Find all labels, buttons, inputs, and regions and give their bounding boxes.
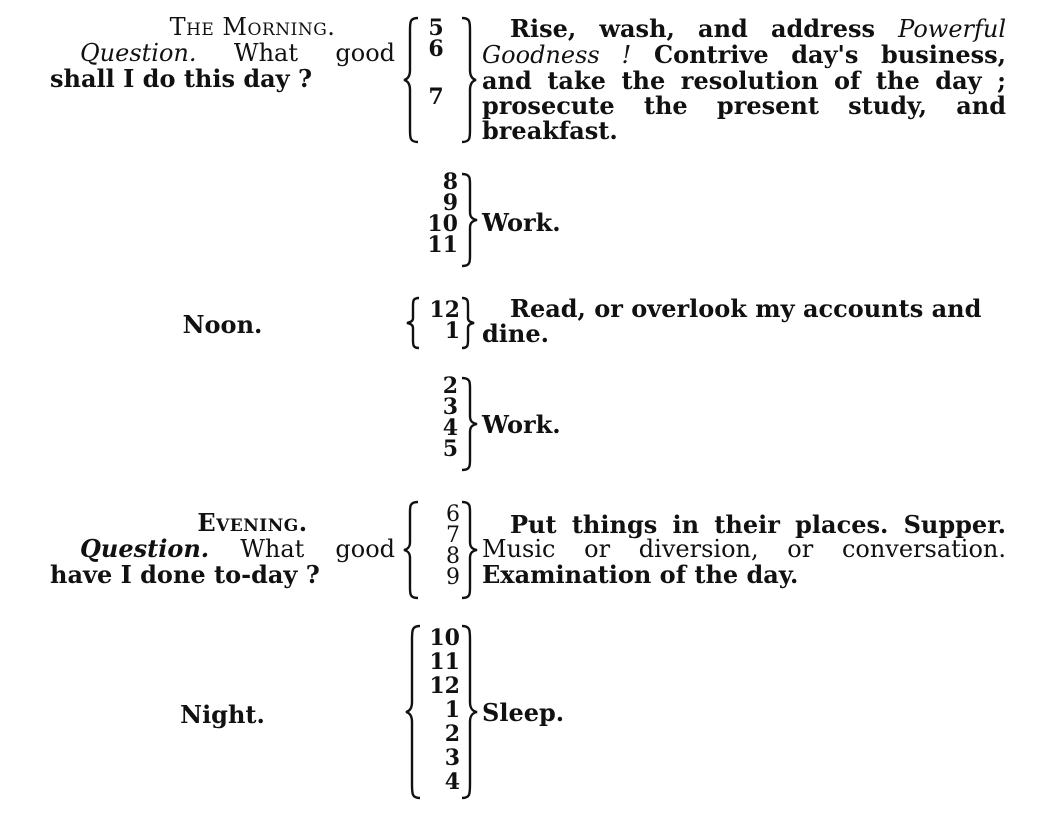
morning-line-1-italic: Powerful <box>898 15 1007 43</box>
hour-1: 1 <box>444 318 460 344</box>
night-right-brace <box>458 624 480 800</box>
hour-6: 6 <box>428 36 444 62</box>
noon-hours <box>420 297 460 344</box>
hour-11: 11 <box>427 232 458 258</box>
hour-7: 7 <box>428 84 444 110</box>
noon-right-brace <box>458 296 478 350</box>
morning-line-3: and take the resolution of the day ; <box>482 66 1006 95</box>
morning-activities <box>482 16 1006 143</box>
hour-3: 3 <box>442 394 458 420</box>
evening-left-brace <box>402 500 422 600</box>
hour-10-pm: 10 <box>429 625 460 651</box>
hour-12-am: 12 <box>429 673 460 699</box>
morning-question-line2: shall I do this day ? <box>50 64 313 93</box>
work-afternoon-brace <box>458 376 480 472</box>
hour-8: 8 <box>442 169 458 195</box>
evening-hours <box>420 504 460 588</box>
morning-line-4: prosecute the present study, and <box>482 91 1006 120</box>
evening-line-2: Music or diversion, or conversation. <box>482 535 1006 563</box>
night-title: Night. <box>180 700 265 729</box>
work-afternoon-text: Work. <box>482 410 561 439</box>
hour-2-am: 2 <box>444 721 460 747</box>
morning-line-2: Contrive day's business, <box>653 40 1006 69</box>
evening-question-word-what: What <box>240 535 305 563</box>
morning-label <box>50 14 395 92</box>
hour-7-pm: 7 <box>446 523 460 548</box>
morning-title: The Morning. <box>169 13 336 41</box>
hour-1-am: 1 <box>444 697 460 723</box>
hour-6-pm: 6 <box>446 502 460 527</box>
evening-activities <box>482 512 1006 587</box>
night-hours <box>420 626 460 794</box>
evening-line-3: Examination of the day. <box>482 560 799 589</box>
evening-label <box>50 510 395 588</box>
morning-line-2-italic: Goodness ! <box>482 41 632 69</box>
hour-5: 5 <box>428 15 444 41</box>
hour-3-am: 3 <box>444 745 460 771</box>
hour-10: 10 <box>427 211 458 237</box>
morning-line-5: breakfast. <box>482 116 618 145</box>
morning-hours <box>410 15 462 110</box>
hour-5-pm: 5 <box>442 436 458 462</box>
evening-title: Evening. <box>197 508 308 537</box>
hour-12: 12 <box>429 297 460 323</box>
hour-4: 4 <box>442 415 458 441</box>
noon-line-1: Read, or overlook my accounts and <box>510 294 982 323</box>
evening-line-1: Put things in their places. Supper. <box>510 510 1006 539</box>
morning-question-line1 <box>50 40 395 66</box>
noon-activities <box>482 296 1006 346</box>
morning-right-brace <box>458 16 478 144</box>
noon-line-2: dine. <box>482 319 549 348</box>
evening-question-label: Question. <box>80 534 210 563</box>
evening-question-line1 <box>50 536 395 562</box>
night-text: Sleep. <box>482 698 565 727</box>
evening-right-brace <box>458 500 480 600</box>
hour-9-pm: 9 <box>446 565 460 590</box>
morning-line-1: Rise, wash, and address <box>510 14 875 43</box>
evening-question-word-good: good <box>335 535 396 563</box>
hour-4-am: 4 <box>444 769 460 795</box>
work-morning-brace <box>458 172 480 268</box>
hour-8-pm: 8 <box>446 544 460 569</box>
hour-9: 9 <box>442 190 458 216</box>
evening-question-line2: have I done to-day ? <box>50 560 320 589</box>
morning-question-word-what: What <box>233 39 298 67</box>
morning-question-label: Question. <box>80 39 197 67</box>
hour-11-pm: 11 <box>429 649 460 675</box>
work-afternoon-hours <box>414 373 458 462</box>
hour-2: 2 <box>442 373 458 399</box>
noon-title: Noon. <box>182 310 263 339</box>
hour-blank-a <box>410 60 462 81</box>
work-morning-text: Work. <box>482 208 561 237</box>
work-morning-hours <box>414 169 458 258</box>
morning-question-word-good: good <box>335 39 395 67</box>
